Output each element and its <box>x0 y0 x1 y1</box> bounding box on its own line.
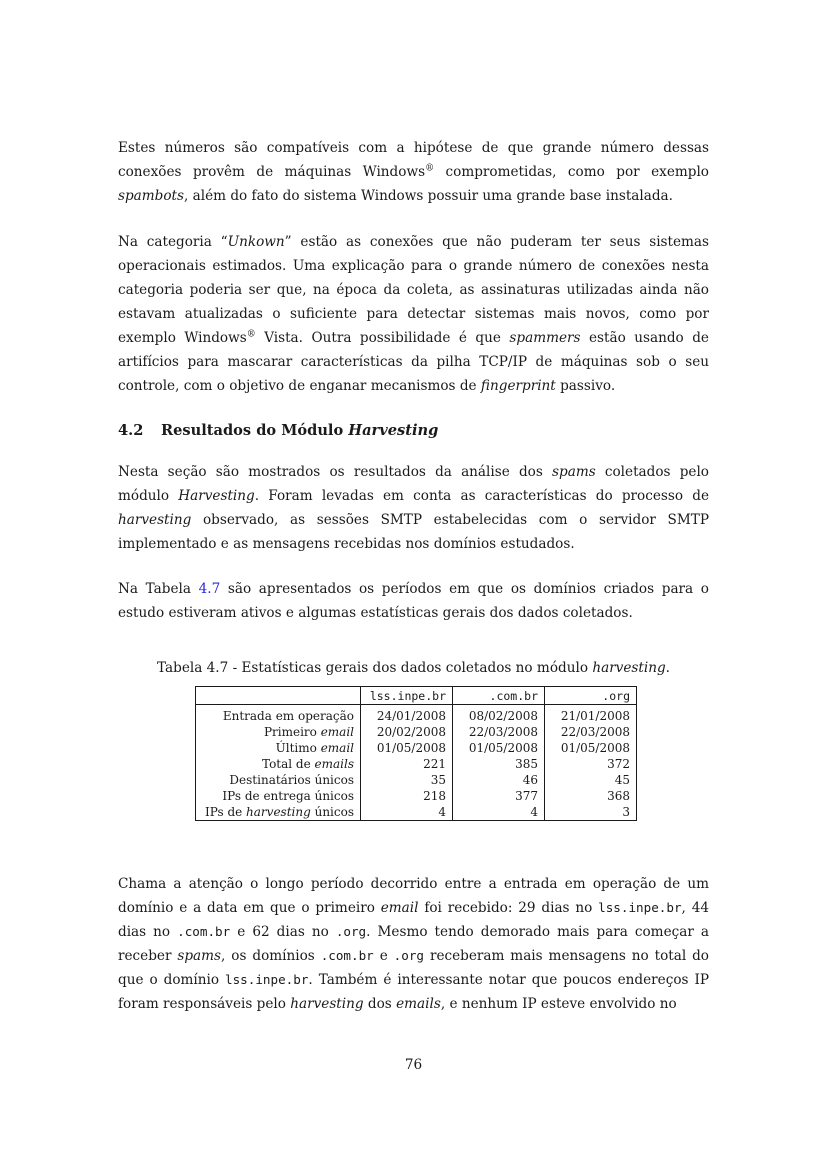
row-label-text: Destinatários únicos <box>229 773 354 787</box>
italic-term: Unkown <box>227 234 285 250</box>
row-label-italic: emails <box>314 757 354 771</box>
table-cell: 21/01/2008 <box>545 705 637 725</box>
italic-term: email <box>380 900 419 916</box>
text-segment: , além do fato do sistema Windows possuir uma grande base instalada. <box>184 188 673 204</box>
domain-code: .org <box>335 924 367 939</box>
table-reference-link[interactable]: 4.7 <box>198 581 221 597</box>
section-heading <box>118 419 709 443</box>
table-cell: 22/03/2008 <box>545 724 637 740</box>
registered-mark: ® <box>425 163 435 174</box>
table-cell: 20/02/2008 <box>361 724 453 740</box>
caption-end: . <box>665 660 670 676</box>
row-label <box>196 788 361 804</box>
table-cell: 221 <box>361 756 453 772</box>
page-number: 76 <box>404 1057 423 1073</box>
paragraph-windows-hypothesis <box>118 136 709 208</box>
italic-term: harvesting <box>290 996 364 1012</box>
italic-term: spambots <box>118 188 184 204</box>
table-row <box>196 772 637 788</box>
table-row <box>196 788 637 804</box>
text-segment: Na Tabela <box>118 581 199 597</box>
text-segment: e <box>373 948 394 964</box>
italic-term: emails <box>396 996 441 1012</box>
text-segment: Chama a atenção o longo período decorrido entre a entrada em operação de um domínio e a data em que o primeiro <box>118 876 709 916</box>
text-segment: ” estão as conexões que não puderam ter seus sistemas operacionais estimados. Uma explicação para o grande número de conexões nesta categoria poderia ser que, na época da coleta, as assinaturas utilizadas ainda não estavam atualizadas o suficiente para detectar sistemas mais novos, como por exemplo Windows <box>118 234 710 346</box>
row-label-text: IPs de entrega únicos <box>222 789 354 803</box>
italic-term: spams <box>177 948 222 964</box>
column-header: .com.br <box>453 687 545 705</box>
italic-term: spams <box>552 464 596 480</box>
text-segment: , 44 dias no <box>118 900 709 940</box>
table-row <box>196 724 637 740</box>
stats-table <box>195 686 637 821</box>
text-segment: estão usando de artifícios para mascarar características da pilha TCP/IP de máquinas sob o seu controle, com o objetivo de enganar mecanismos de <box>118 330 709 394</box>
text-segment: observado, as sessões SMTP estabelecidas com o servidor SMTP implementado e as mensagens recebidas nos domínios estudados. <box>118 512 709 552</box>
table-header-row <box>196 687 637 705</box>
row-label <box>196 724 361 740</box>
table-cell: 01/05/2008 <box>361 740 453 756</box>
table-row <box>196 756 637 772</box>
table-cell: 218 <box>361 788 453 804</box>
row-label-text: únicos <box>310 805 354 819</box>
table-body <box>196 705 637 821</box>
text-segment: passivo. <box>555 378 616 394</box>
table-cell: 35 <box>361 772 453 788</box>
table-cell: 4 <box>453 804 545 821</box>
table-row <box>196 740 637 756</box>
table-cell: 08/02/2008 <box>453 705 545 725</box>
row-label-text: Total de <box>262 757 315 771</box>
text-segment: , e nenhum IP esteve envolvido no <box>440 996 677 1012</box>
domain-code: .com.br <box>177 924 231 939</box>
text-segment: receberam mais mensagens no total do que o domínio <box>118 948 709 988</box>
table-cell: 22/03/2008 <box>453 724 545 740</box>
italic-term: spammers <box>509 330 581 346</box>
row-label-italic: email <box>320 725 354 739</box>
italic-term: fingerprint <box>480 378 556 394</box>
domain-code: lss.inpe.br <box>598 900 682 915</box>
row-label <box>196 804 361 821</box>
table-cell: 46 <box>453 772 545 788</box>
text-segment: foi recebido: 29 dias no <box>418 900 599 916</box>
text-segment: Vista. Outra possibilidade é que <box>255 330 510 346</box>
text-segment: são apresentados os períodos em que os domínios criados para o estudo estiveram ativos e algumas estatísticas gerais dos dados coletados. <box>118 581 709 621</box>
section-title: Resultados do Módulo <box>161 422 349 439</box>
table-row <box>196 705 637 725</box>
domain-code: .com.br <box>320 948 374 963</box>
table-cell: 01/05/2008 <box>545 740 637 756</box>
table-cell: 01/05/2008 <box>453 740 545 756</box>
text-segment: Na categoria “ <box>118 234 228 250</box>
table-caption <box>118 657 709 679</box>
text-segment: coletados pelo módulo <box>118 464 709 504</box>
row-label-text: Primeiro <box>263 725 321 739</box>
table-cell: 24/01/2008 <box>361 705 453 725</box>
table-cell: 368 <box>545 788 637 804</box>
row-label <box>196 756 361 772</box>
paragraph-table-reference <box>118 577 709 625</box>
italic-term: harvesting <box>118 512 192 528</box>
table-row <box>196 804 637 821</box>
text-segment: . Foram levadas em conta as características do processo de <box>254 488 709 504</box>
caption-text: Tabela 4.7 - Estatísticas gerais dos dados coletados no módulo <box>157 660 593 676</box>
paragraph-unknown-category <box>118 230 709 398</box>
table-cell: 3 <box>545 804 637 821</box>
table-cell: 4 <box>361 804 453 821</box>
row-label-text: IPs de <box>204 805 247 819</box>
text-segment: e 62 dias no <box>230 924 336 940</box>
row-label <box>196 772 361 788</box>
table-cell: 372 <box>545 756 637 772</box>
domain-code: .org <box>393 948 425 963</box>
text-segment: Nesta seção são mostrados os resultados da análise dos <box>118 464 553 480</box>
section-title-italic: Harvesting <box>348 422 439 439</box>
table-cell: 385 <box>453 756 545 772</box>
table-cell: 377 <box>453 788 545 804</box>
row-label <box>196 740 361 756</box>
row-label-text: Último <box>275 741 321 755</box>
column-header: lss.inpe.br <box>361 687 453 705</box>
row-label-italic: harvesting <box>246 805 311 819</box>
italic-term: Harvesting <box>178 488 255 504</box>
column-header: .org <box>545 687 637 705</box>
text-segment: dos <box>363 996 397 1012</box>
text-segment: , os domínios <box>221 948 321 964</box>
table-cell: 45 <box>545 772 637 788</box>
row-label-text: Entrada em operação <box>222 709 354 723</box>
domain-code: lss.inpe.br <box>225 972 309 987</box>
section-number: 4.2 <box>118 422 144 439</box>
row-label-italic: email <box>320 741 354 755</box>
paragraph-analysis <box>118 872 709 1016</box>
row-label <box>196 705 361 725</box>
header-blank-cell <box>196 687 361 705</box>
text-segment: Estes números são compatíveis com a hipótese de que grande número dessas conexões provêm de máquinas Windows <box>118 140 709 180</box>
text-segment: . Mesmo tendo demorado mais para começar a receber <box>118 924 709 964</box>
paragraph-harvesting-intro <box>118 460 709 556</box>
registered-mark: ® <box>246 329 256 340</box>
text-segment: . Também é interessante notar que poucos endereços IP foram responsáveis pelo <box>118 972 709 1012</box>
caption-italic: harvesting <box>592 660 666 676</box>
text-segment: comprometidas, como por exemplo <box>434 164 709 180</box>
